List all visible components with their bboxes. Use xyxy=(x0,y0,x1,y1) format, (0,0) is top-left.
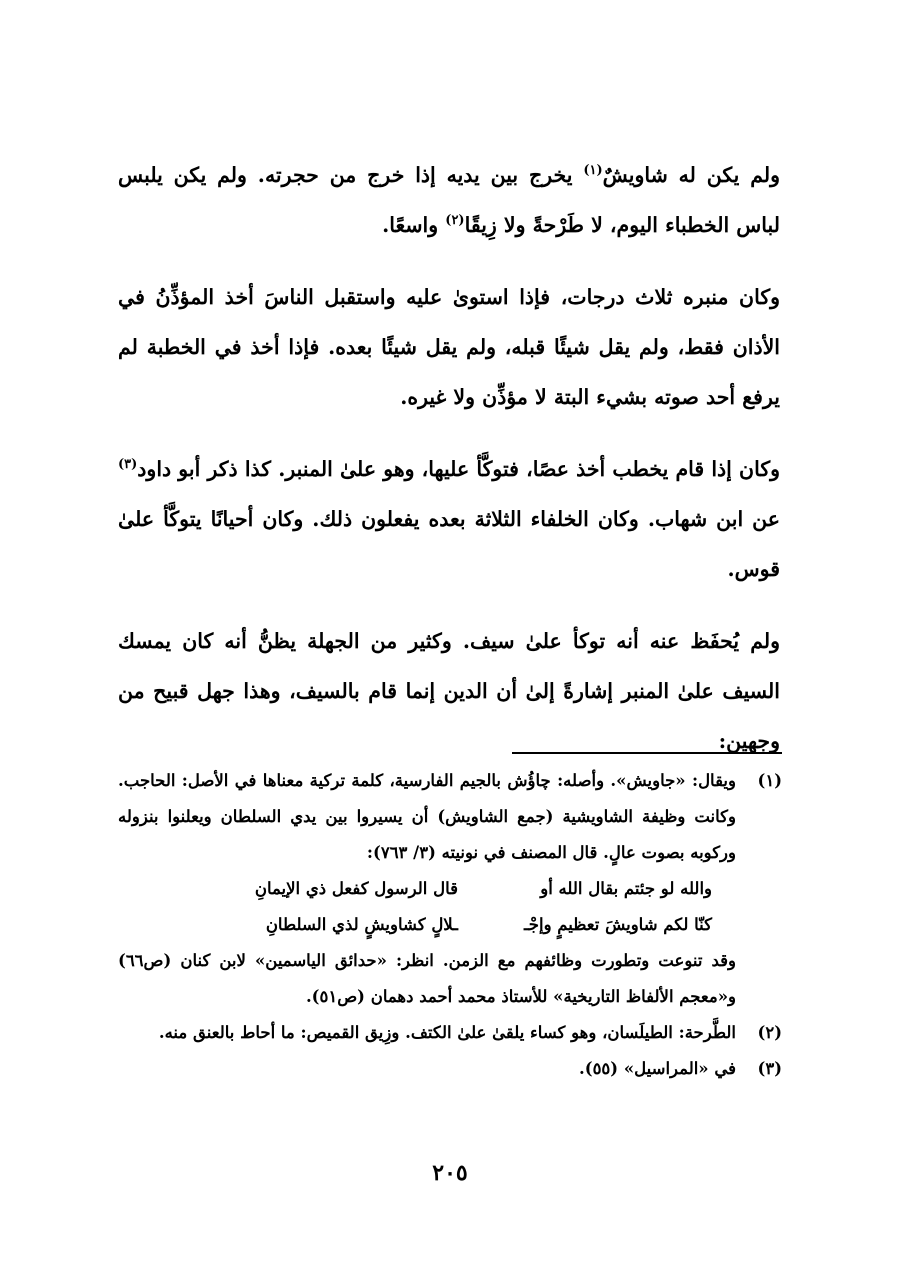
footnote-ref-3: (٣) xyxy=(118,457,138,473)
footnote-ref-2: (٢) xyxy=(445,213,465,229)
paragraph-1-part-a: ولم يكن له شاويشٌ xyxy=(602,163,780,187)
footnote-text: ويقال: «جاويش». وأصله: چاؤُش بالجيم الفارسية، كلمة تركية معناها في الأصل: الحاجب. وكانت وظيفة الشاويشية (جمع الشاويش) أن يسيروا بين يدي السلطان ويعلنوا بنزوله وركوبه بصوت عالٍ. قال المصنف في نونيته (٣/ ٧٦٣): xyxy=(118,771,736,862)
footnote-body: الطَّرحة: الطيلَسان، وهو كساء يلقىٰ علىٰ الكتف. وزِيق القميص: ما أحاط بالعنق منه. xyxy=(158,1023,736,1042)
verse-2-first-hemistich: كنّا لكم شاويشَ تعظيمٍ وإجْـ xyxy=(523,915,712,934)
footnote-ref-1: (١) xyxy=(583,163,603,179)
paragraph-4: ولم يُحفَظ عنه أنه توكأ علىٰ سيف. وكثير من الجهلة يظنُّ أنه كان يمسك السيف علىٰ المنبر إشارةً إلىٰ أن الدين إنما قام بالسيف، وهذا جهل قبيح من وجهين: xyxy=(118,629,780,753)
paragraph-3-part-b: عن ابن شهاب. وكان الخلفاء الثلاثة بعده يفعلون ذلك. وكان أحيانًا يتوكَّأ علىٰ قوس. xyxy=(118,507,780,581)
footnote-1 xyxy=(118,763,782,1015)
paragraph-3-part-a: وكان إذا قام يخطب أخذ عصًا، فتوكَّأ عليها، وهو علىٰ المنبر. كذا ذكر أبو داود xyxy=(137,457,780,481)
footnote-3 xyxy=(118,1051,782,1087)
footnote-2 xyxy=(118,1015,782,1051)
footnote-separator xyxy=(512,752,782,754)
verse-line-1 xyxy=(118,871,736,907)
page-number: ٢٠٥ xyxy=(432,1160,468,1186)
footnotes xyxy=(118,763,782,1087)
paragraph-1 xyxy=(118,150,780,250)
footnote-body xyxy=(118,763,736,1015)
verse-1-second-hemistich: قال الرسول كفعل ذي الإيمانِ xyxy=(254,879,458,898)
paragraph-2: وكان منبره ثلاث درجات، فإذا استوىٰ عليه واستقبل الناسَ أخذ المؤذِّنُ في الأذان فقط، ولم يقل شيئًا قبله، ولم يقل شيئًا بعده. فإذا أخذ في الخطبة لم يرفع أحد صوته بشيء البتة لا مؤذِّن ولا غيره. xyxy=(118,285,780,409)
verse-line-2 xyxy=(118,907,736,943)
paragraph-3 xyxy=(118,444,780,594)
verse-1-first-hemistich: والله لو جئتم بقال الله أو xyxy=(540,879,712,898)
footnote-text-continued: وقد تنوعت وتطورت وظائفهم مع الزمن. انظر: «حدائق الياسمين» لابن كنان (ص٦٦) و«معجم الألفاظ التاريخية» للأستاذ محمد أحمد دهمان (ص٥١). xyxy=(118,951,736,1006)
footnote-number: (٣) xyxy=(757,1059,782,1078)
paragraph-1-part-b: يخرج بين يديه إذا خرج من حجرته. ولم يكن يلبس لباس الخطباء اليوم، لا طَرْحةً ولا زِيقًا xyxy=(118,163,780,237)
paragraph-1-part-c: واسعًا. xyxy=(382,213,446,237)
verse-2-second-hemistich: ـلالٍ كشاويشٍ لذي السلطانِ xyxy=(265,915,458,934)
footnote-number: (٢) xyxy=(757,1023,782,1042)
main-text xyxy=(118,150,780,788)
footnote-body: في «المراسيل» (٥٥). xyxy=(579,1059,736,1078)
footnote-number: (١) xyxy=(757,771,782,790)
